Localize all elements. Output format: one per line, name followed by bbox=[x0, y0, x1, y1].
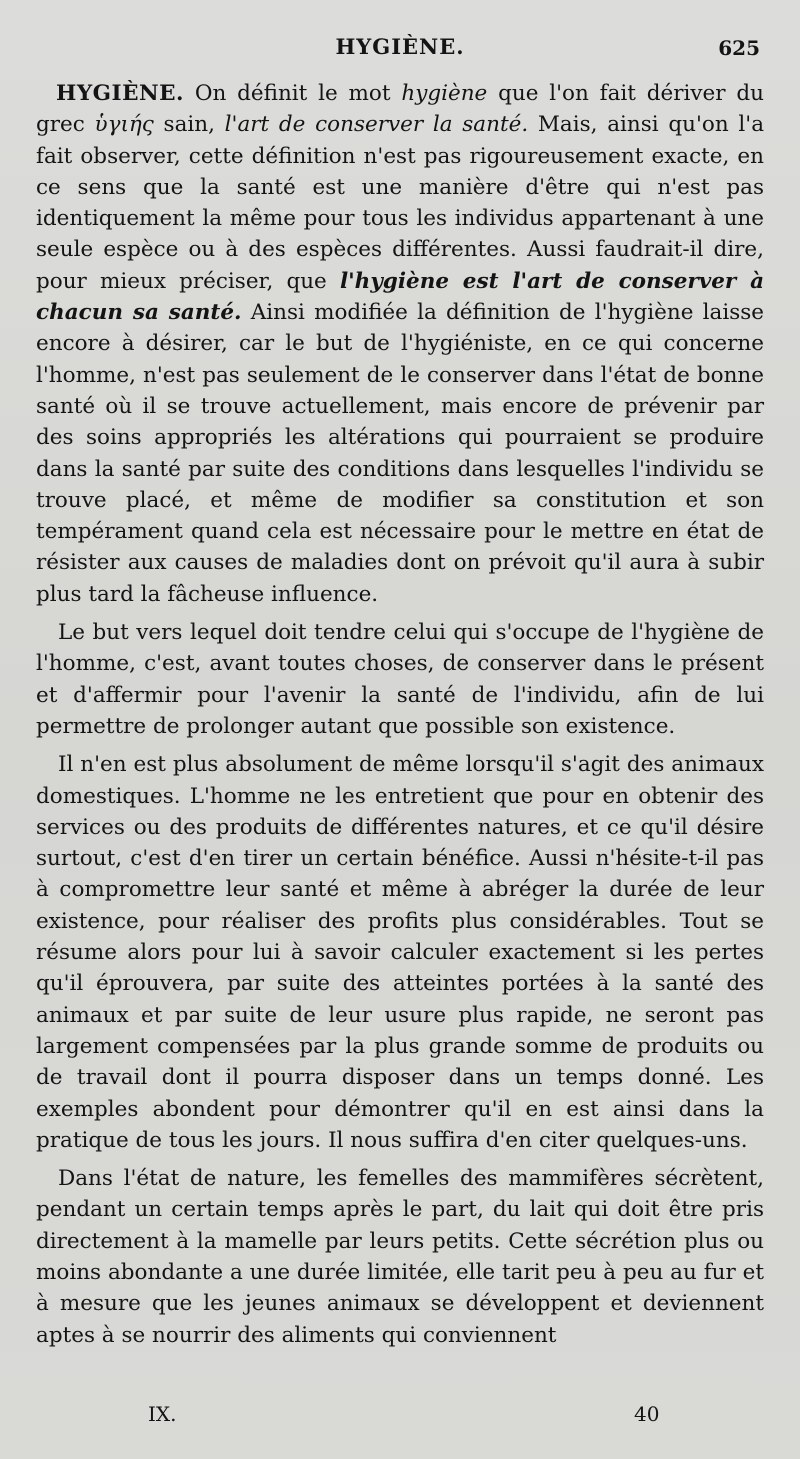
entry-headword: HYGIÈNE. bbox=[56, 81, 184, 106]
paragraph-1 bbox=[36, 78, 764, 610]
text-run: sain, bbox=[153, 112, 225, 138]
sheet-number: 40 bbox=[634, 1402, 660, 1426]
greek-word: ὑγιής bbox=[94, 112, 154, 138]
body-text bbox=[36, 78, 764, 1358]
text-run: Mais, ainsi qu'on l'a fait observer, cette définition n'est pas rigoureusement exacte, en ce sens que la santé est une manière d'être qui n'est pas identiquement la même pour tous les individus appartenant à une seule espèce ou à des espèces différentes. Aussi faudrait-il dire, pour mieux préciser, que bbox=[36, 112, 765, 294]
paragraph-4: Dans l'état de nature, les femelles des mammifères sécrètent, pendant un certain temps après le part, du lait qui doit être pris directement à la mamelle par leurs petits. Cette sécrétion plus ou moins abondante a une durée limitée, elle tarit peu à peu au fur et à mesure que les jeunes animaux se développent et deviennent aptes à se nourrir des aliments qui conviennent bbox=[36, 1166, 764, 1348]
page-footer bbox=[0, 1402, 800, 1432]
running-title: HYGIÈNE. bbox=[335, 34, 465, 59]
italic-definition: l'hygiène est l'art de conserver à chacun sa santé. bbox=[36, 268, 764, 326]
text-run: On définit le mot bbox=[184, 81, 402, 106]
italic-term: hygiène bbox=[401, 81, 488, 106]
signature-mark: IX. bbox=[148, 1402, 177, 1426]
paragraph-2: Le but vers lequel doit tendre celui qui s'occupe de l'hygiène de l'homme, c'est, avant toutes choses, de conserver dans le présent et d'affermir pour l'avenir la santé de l'individu, afin de lui permettre de prolonger autant que possible son existence. bbox=[36, 620, 764, 739]
text-run: que l'on fait dériver du grec bbox=[36, 81, 764, 138]
page-number: 625 bbox=[718, 36, 760, 60]
running-head bbox=[0, 30, 800, 66]
text-run: Ainsi modifiée la définition de l'hygiène laisse encore à désirer, car le but de l'hygiéniste, en ce qui concerne l'homme, n'est pas seulement de le conserver dans l'état de bonne santé où il se trouve actuellement, mais encore de prévenir par des soins appropriés les altérations qui pourraient se produire dans la santé par suite des conditions dans lesquelles l'individu se trouve placé, et même de modifier sa constitution et son tempérament quand cela est nécessaire pour le mettre en état de résister aux causes de maladies dont on prévoit qu'il aura à subir plus tard la fâcheuse influence. bbox=[36, 300, 765, 607]
italic-definition: l'art de conserver la santé. bbox=[224, 112, 529, 138]
paragraph-3: Il n'en est plus absolument de même lorsqu'il s'agit des animaux domestiques. L'homme ne les entretient que pour en obtenir des services ou des produits de différentes natures, et ce qu'il désire surtout, c'est d'en tirer un certain bénéfice. Aussi n'hésite-t-il pas à compromettre leur santé et même à abréger la durée de leur existence, pour réaliser des profits plus considérables. Tout se résume alors pour lui à savoir calculer exactement si les pertes qu'il éprouvera, par suite des atteintes portées à la santé des animaux et par suite de leur usure plus rapide, ne seront pas largement compensées par la plus grande somme de produits ou de travail dont il pourra disposer dans un temps donné. Les exemples abondent pour démontrer qu'il en est ainsi dans la pratique de tous les jours. Il nous suffira d'en citer quelques-uns. bbox=[36, 752, 764, 1153]
